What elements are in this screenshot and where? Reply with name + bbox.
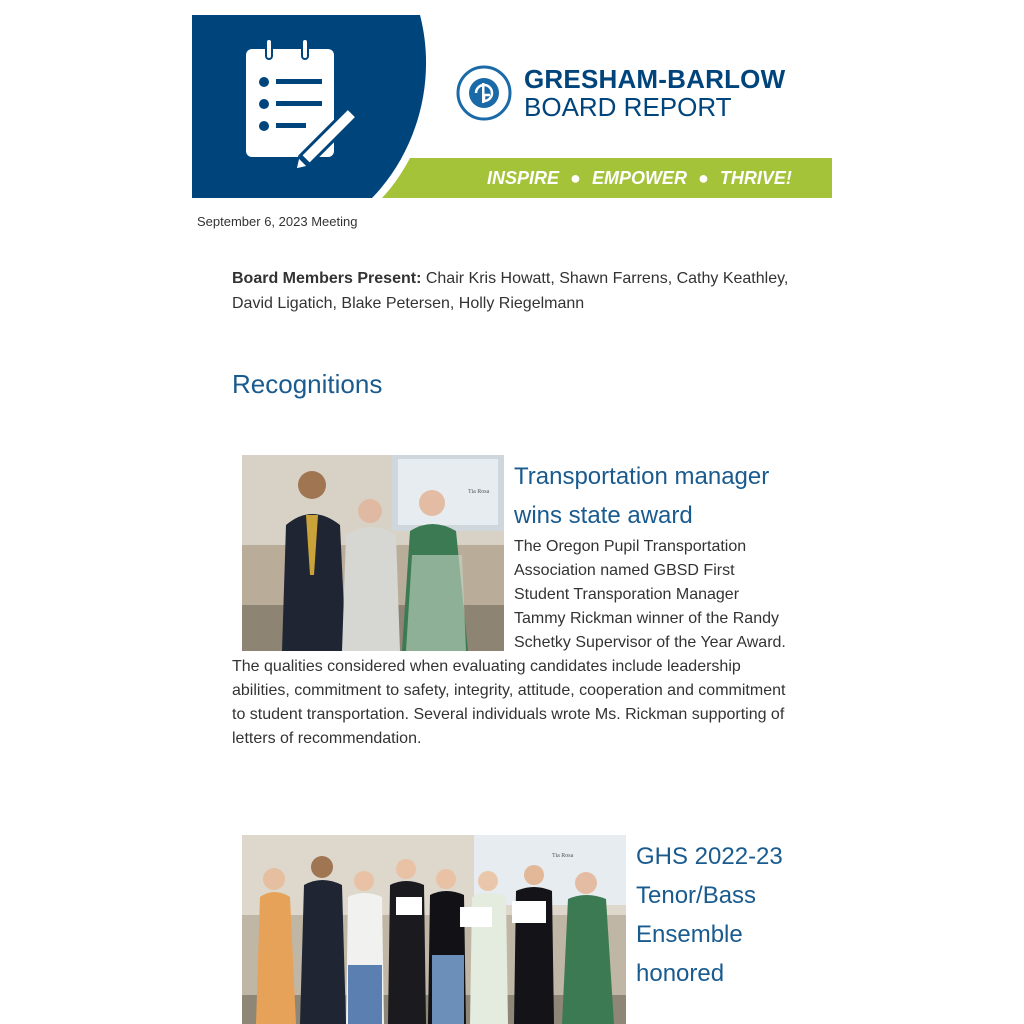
tagline-word-empower: EMPOWER — [591, 168, 687, 188]
tagline-text — [487, 158, 792, 198]
photo-ensemble-group — [242, 835, 626, 1024]
tagline — [192, 158, 832, 198]
district-seal-logo — [456, 65, 512, 121]
header-banner — [192, 15, 832, 198]
brand-subtitle: BOARD REPORT — [524, 92, 732, 122]
story-transportation-award — [232, 455, 792, 751]
story-title: Transportation manager wins state award — [514, 463, 770, 529]
story-tenor-bass-ensemble — [232, 835, 792, 1024]
members-block — [232, 266, 792, 316]
story-title: GHS 2022-23 Tenor/Bass Ensemble honored — [636, 843, 783, 987]
story-body: The Oregon Pupil Transportation Association named GBSD First Student Transporation Manager Tammy Rickman winner of the Randy Schetky Supervisor of the Year Award. The qualities considered when evaluating candidates include leadership abilities, commitment to safety, integrity, attitude, cooperation and commitment to student transportation. Several individuals wrote Ms. Rickman supporting of letters of recommendation. — [232, 538, 786, 747]
members-names: Chair Kris Howatt, Shawn Farrens, Cathy Keathley, David Ligatich, Blake Petersen, Holly Riegelmann — [232, 270, 789, 312]
tagline-word-thrive: THRIVE! — [719, 168, 792, 188]
photo-award-recipients — [242, 455, 504, 651]
group-photo-image — [242, 455, 504, 651]
screen-sign-text: Tia Rosa — [552, 853, 574, 859]
meeting-date: September 6, 2023 Meeting — [197, 214, 358, 229]
bullet-icon: ● — [697, 168, 709, 188]
brand-name: GRESHAM-BARLOW — [524, 64, 786, 94]
screen-sign-text: Tia Rosa — [468, 489, 490, 495]
district-brand — [456, 65, 816, 125]
members-label: Board Members Present: — [232, 270, 422, 287]
group-photo-image — [242, 835, 626, 1024]
clipboard-checklist-pencil-icon — [238, 37, 378, 177]
board-members-present — [232, 266, 792, 316]
bullet-icon: ● — [570, 168, 581, 188]
tagline-word-inspire: INSPIRE — [487, 168, 560, 188]
section-title-recognitions: Recognitions — [232, 369, 383, 399]
